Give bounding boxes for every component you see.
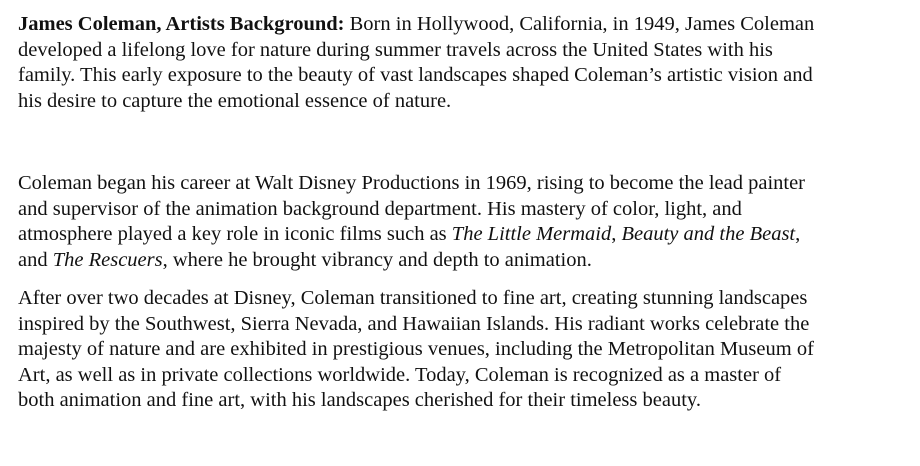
bold-heading-lead: James Coleman, Artists Background: bbox=[18, 13, 345, 35]
text-line bbox=[18, 248, 898, 274]
text-line: Art, as well as in private collections worldwide. Today, Coleman is recognized as a master of bbox=[18, 363, 782, 386]
text-line: inspired by the Southwest, Sierra Nevada, and Hawaiian Islands. His radiant works celebrate the bbox=[18, 312, 810, 335]
text-span: , bbox=[611, 223, 622, 245]
text-span: and bbox=[18, 248, 53, 271]
film-title-little-mermaid: The Little Mermaid bbox=[451, 223, 612, 245]
document-body bbox=[18, 12, 898, 414]
text-span: , bbox=[795, 223, 801, 245]
film-title-the-rescuers: The Rescuers bbox=[52, 248, 163, 271]
text-line bbox=[18, 12, 898, 38]
paragraph-disney-career bbox=[18, 171, 898, 273]
paragraph-fine-art bbox=[18, 286, 898, 414]
text-line: Coleman began his career at Walt Disney Productions in 1969, rising to become the lead painter bbox=[18, 172, 806, 194]
text-line: majesty of nature and are exhibited in prestigious venues, including the Metropolitan Museum of bbox=[18, 338, 814, 360]
text-span: atmosphere played a key role in iconic films such as bbox=[18, 223, 452, 245]
paragraph-intro bbox=[18, 12, 898, 114]
text-span: Born in Hollywood, California, in 1949, James Coleman bbox=[344, 13, 815, 35]
text-line: developed a lifelong love for nature during summer travels across the United States with his bbox=[18, 38, 773, 61]
text-line bbox=[18, 222, 898, 248]
text-line: After over two decades at Disney, Coleman transitioned to fine art, creating stunning landscapes bbox=[18, 287, 808, 309]
film-title-beauty-and-the-beast: Beauty and the Beast bbox=[621, 223, 796, 245]
text-line: both animation and fine art, with his landscapes cherished for their timeless beauty. bbox=[18, 389, 701, 411]
text-line: family. This early exposure to the beauty of vast landscapes shaped Coleman’s artistic vision and bbox=[18, 64, 813, 86]
text-line: his desire to capture the emotional essence of nature. bbox=[18, 89, 452, 112]
text-line: and supervisor of the animation background department. His mastery of color, light, and bbox=[18, 197, 742, 220]
text-span: , where he brought vibrancy and depth to animation. bbox=[162, 248, 592, 271]
